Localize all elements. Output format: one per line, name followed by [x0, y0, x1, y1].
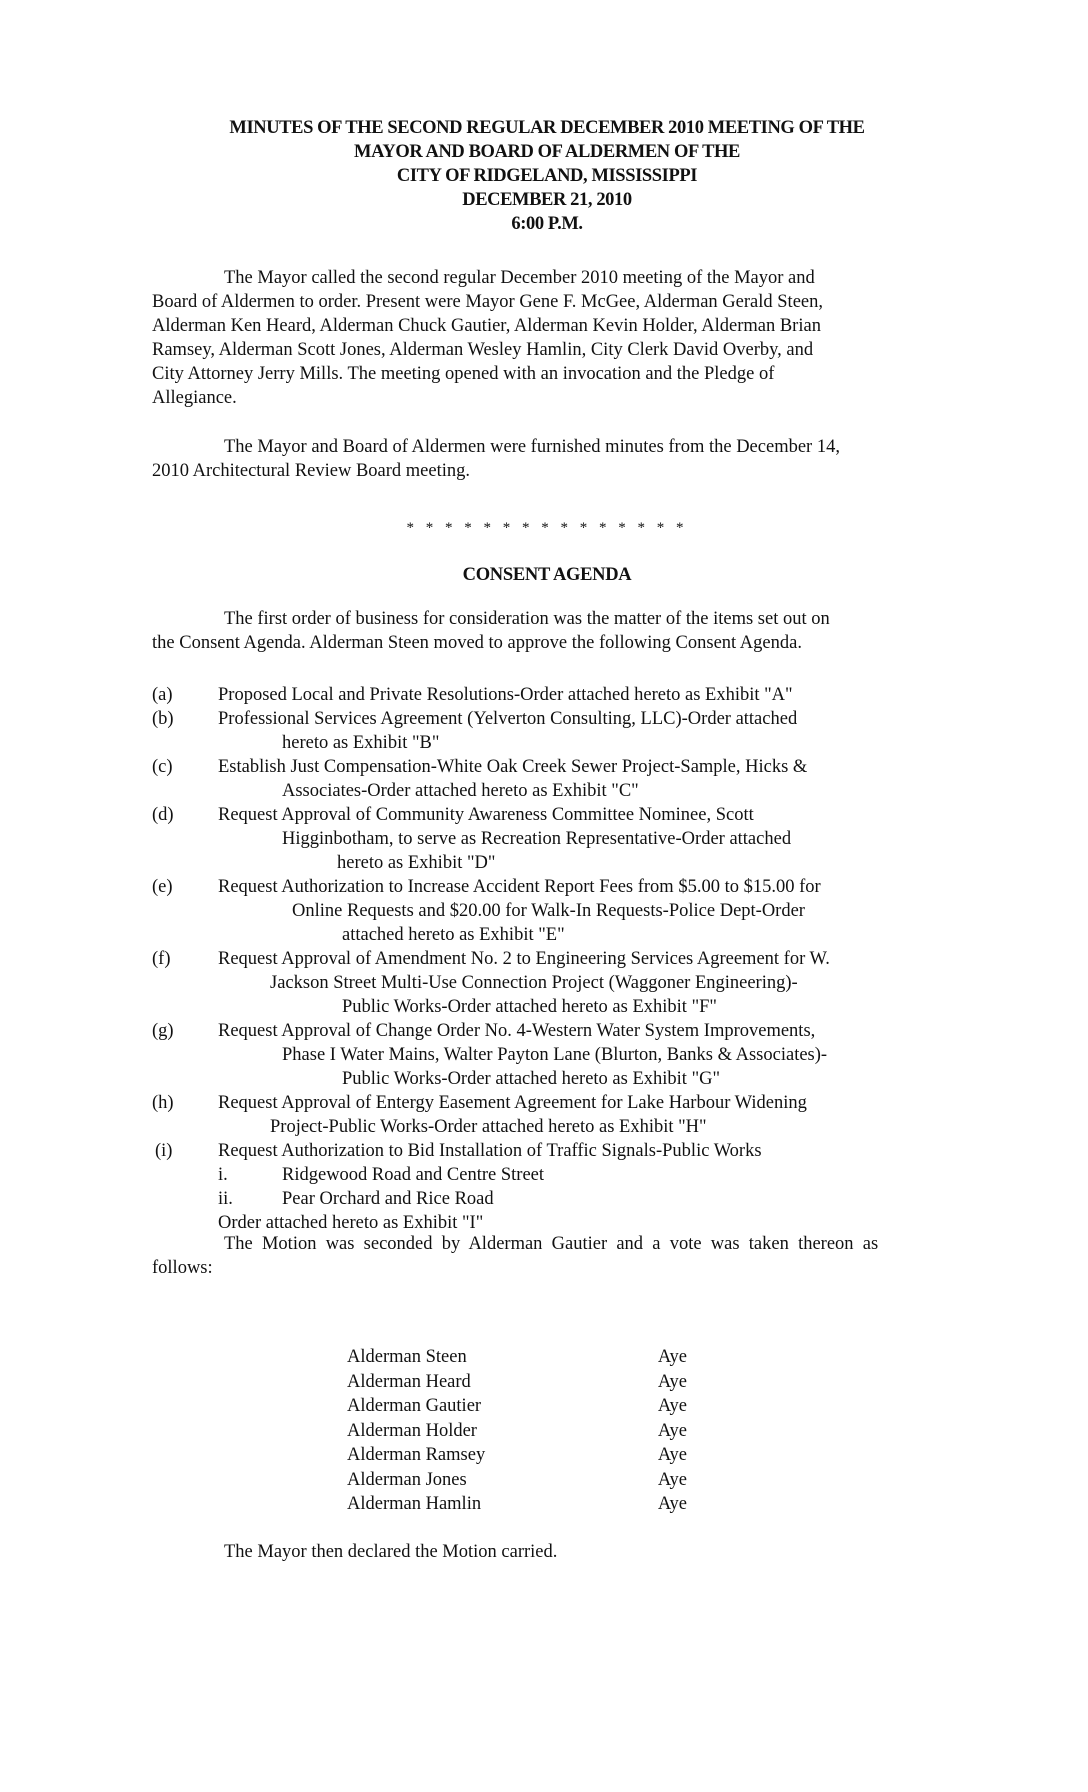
item-text: Request Approval of Entergy Easement Agreement for Lake Harbour Widening — [218, 1093, 807, 1113]
text-line: follows: — [152, 1258, 213, 1278]
item-text: Associates-Order attached hereto as Exhibit "C" — [282, 781, 639, 801]
text-line: City Attorney Jerry Mills. The meeting opened with an invocation and the Pledge of — [152, 364, 775, 384]
voter-name: Alderman Gautier — [347, 1396, 482, 1416]
voter-name: Alderman Jones — [347, 1469, 467, 1490]
item-letter: (e) — [152, 877, 173, 897]
item-text: Request Authorization to Increase Accident Report Fees from $5.00 to $15.00 for — [218, 877, 821, 897]
vote-row — [347, 1468, 687, 1493]
vote-table — [347, 1345, 687, 1517]
item-letter: (c) — [152, 757, 173, 777]
vote-row — [347, 1394, 687, 1419]
agenda-item-d — [152, 803, 972, 875]
title-time: 6:00 P.M. — [511, 214, 583, 234]
sub-item-text: Pear Orchard and Rice Road — [282, 1189, 494, 1209]
opening-paragraph — [152, 266, 942, 410]
item-text: Public Works-Order attached hereto as Exhibit "G" — [342, 1069, 721, 1089]
item-letter: (a) — [152, 685, 173, 705]
item-text: Jackson Street Multi-Use Connection Project (Waggoner Engineering)- — [270, 973, 798, 993]
voter-name: Alderman Heard — [347, 1371, 471, 1392]
text-line: Board of Aldermen to order. Present were Mayor Gene F. McGee, Alderman Gerald Steen, — [152, 292, 823, 312]
text-line: The Motion was seconded by Alderman Gautier and a vote was taken thereon as — [224, 1234, 879, 1254]
vote-row — [347, 1370, 687, 1395]
item-text: hereto as Exhibit "B" — [282, 733, 440, 753]
agenda-item-a — [152, 683, 972, 707]
item-letter: (f) — [152, 949, 171, 969]
vote-value: Aye — [657, 1494, 687, 1514]
text-line: Allegiance. — [152, 388, 237, 408]
vote-value: Aye — [657, 1420, 687, 1441]
item-text: Request Approval of Amendment No. 2 to Engineering Services Agreement for W. — [218, 949, 830, 969]
item-text: Project-Public Works-Order attached hereto as Exhibit "H" — [270, 1117, 707, 1137]
item-text: attached hereto as Exhibit "E" — [342, 925, 565, 945]
item-letter: (i) — [155, 1141, 173, 1161]
sub-item-text: Ridgewood Road and Centre Street — [282, 1165, 545, 1185]
item-text: Phase I Water Mains, Walter Payton Lane (Blurton, Banks & Associates)- — [282, 1045, 828, 1065]
text-line: the Consent Agenda. Alderman Steen moved to approve the following Consent Agenda. — [152, 633, 802, 653]
agenda-item-f — [152, 947, 972, 1019]
title-line: CITY OF RIDGELAND, MISSISSIPPI — [396, 166, 698, 186]
voter-name: Alderman Steen — [347, 1347, 467, 1367]
vote-value: Aye — [657, 1371, 687, 1392]
vote-value: Aye — [657, 1469, 687, 1490]
voter-name: Alderman Holder — [347, 1420, 477, 1441]
sub-item-number: i. — [218, 1165, 228, 1185]
item-letter: (d) — [152, 805, 174, 825]
consent-agenda-list — [152, 683, 972, 1235]
title-date: DECEMBER 21, 2010 — [462, 190, 632, 210]
title-line: MINUTES OF THE SECOND REGULAR DECEMBER 2010 MEETING OF THE — [229, 118, 865, 138]
item-text: Request Approval of Community Awareness Committee Nominee, Scott — [218, 805, 754, 825]
sub-item — [152, 1163, 972, 1187]
text-line: The Mayor and Board of Aldermen were furnished minutes from the December 14, — [224, 437, 840, 457]
second-paragraph — [152, 1232, 879, 1280]
text-line: The Mayor called the second regular December 2010 meeting of the Mayor and — [224, 268, 815, 288]
section-separator: * * * * * * * * * * * * * * * — [406, 520, 688, 536]
item-text: Proposed Local and Private Resolutions-Order attached hereto as Exhibit "A" — [218, 685, 793, 705]
vote-row — [347, 1492, 687, 1517]
agenda-item-b — [152, 707, 972, 755]
title-line: MAYOR AND BOARD OF ALDERMEN OF THE — [354, 142, 740, 162]
sub-item-number: ii. — [218, 1189, 233, 1209]
text-line: 2010 Architectural Review Board meeting. — [152, 461, 471, 481]
agenda-item-g — [152, 1019, 972, 1091]
vote-row — [347, 1443, 687, 1468]
closing-statement: The Mayor then declared the Motion carried. — [224, 1542, 558, 1562]
vote-row — [347, 1419, 687, 1444]
item-text: Public Works-Order attached hereto as Exhibit "F" — [342, 997, 717, 1017]
agenda-item-c — [152, 755, 972, 803]
item-text: Request Approval of Change Order No. 4-Western Water System Improvements, — [218, 1021, 816, 1041]
item-text: Establish Just Compensation-White Oak Creek Sewer Project-Sample, Hicks & — [218, 757, 808, 777]
text-line: Ramsey, Alderman Scott Jones, Alderman Wesley Hamlin, City Clerk David Overby, and — [152, 340, 814, 360]
item-text: Request Authorization to Bid Installation of Traffic Signals-Public Works — [218, 1141, 762, 1161]
item-trailer: Order attached hereto as Exhibit "I" — [218, 1213, 484, 1233]
voter-name: Alderman Hamlin — [347, 1494, 482, 1514]
item-text: hereto as Exhibit "D" — [337, 853, 496, 873]
agenda-item-e — [152, 875, 972, 947]
text-line: Alderman Ken Heard, Alderman Chuck Gautier, Alderman Kevin Holder, Alderman Brian — [152, 316, 821, 336]
agenda-item-h — [152, 1091, 972, 1139]
voter-name: Alderman Ramsey — [347, 1445, 486, 1465]
consent-intro-paragraph — [152, 607, 942, 655]
minutes-paragraph — [152, 435, 942, 483]
vote-value: Aye — [657, 1396, 687, 1416]
vote-value: Aye — [657, 1445, 687, 1465]
item-letter: (h) — [152, 1093, 174, 1113]
vote-row — [347, 1345, 687, 1370]
item-letter: (g) — [152, 1021, 174, 1041]
text-line: The first order of business for consideration was the matter of the items set out on — [224, 609, 830, 629]
item-text: Professional Services Agreement (Yelverton Consulting, LLC)-Order attached — [218, 709, 798, 729]
item-text: Online Requests and $20.00 for Walk-In Requests-Police Dept-Order — [292, 901, 805, 921]
document-title — [152, 116, 942, 236]
section-heading: CONSENT AGENDA — [462, 565, 632, 585]
sub-item — [152, 1187, 972, 1211]
item-letter: (b) — [152, 709, 174, 729]
agenda-item-i — [152, 1139, 972, 1235]
item-text: Higginbotham, to serve as Recreation Representative-Order attached — [282, 829, 792, 849]
vote-value: Aye — [657, 1347, 687, 1367]
